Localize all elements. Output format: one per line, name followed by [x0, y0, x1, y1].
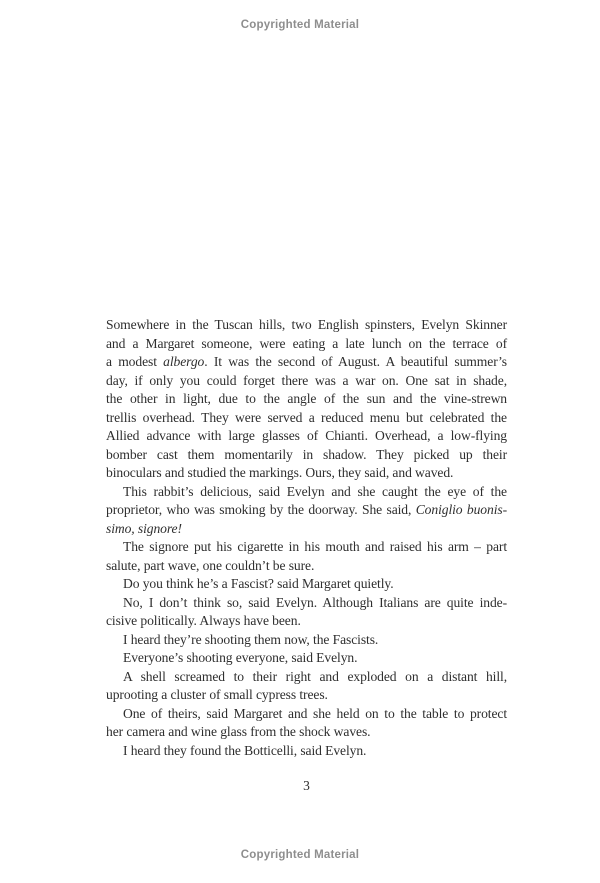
- text-line: [106, 686, 507, 705]
- text-run: A shell screamed to their right and exploded on a distant hill,: [123, 668, 507, 684]
- text-run: day, if only you could forget there was a war on. One sat in shade,: [106, 372, 507, 388]
- text-run: I heard they’re shooting them now, the Fascists.: [123, 631, 379, 647]
- text-run: bomber cast them momentarily in shadow. They picked up their: [106, 446, 507, 462]
- text-line: [106, 501, 507, 520]
- text-line: [106, 316, 507, 335]
- text-run: No, I don’t think so, said Evelyn. Although Italians are quite inde-: [123, 594, 507, 610]
- text-line: [106, 723, 507, 742]
- italic-text-run: Coniglio buonis-: [415, 502, 507, 517]
- text-line: [106, 372, 507, 391]
- text-run: Somewhere in the Tuscan hills, two English spinsters, Evelyn Skinner: [106, 317, 507, 332]
- text-run: This rabbit’s delicious, said Evelyn and she caught the eye of the: [123, 483, 507, 499]
- italic-text-run: simo, signore!: [106, 520, 182, 536]
- text-line: [106, 594, 507, 613]
- text-run: Do you think he’s a Fascist? said Margaret quietly.: [123, 576, 394, 591]
- text-line: [106, 353, 507, 372]
- text-line: [106, 575, 507, 594]
- text-line: [106, 335, 507, 354]
- text-run: trellis overhead. They were served a reduced menu but celebrated the: [106, 409, 507, 425]
- copyright-notice-bottom: Copyrighted Material: [240, 849, 360, 861]
- text-run: a modest: [106, 354, 164, 369]
- text-run: the other in light, due to the angle of the sun and the vine-strewn: [106, 391, 507, 406]
- text-run: Everyone’s shooting everyone, said Evelyn.: [123, 650, 358, 665]
- text-run: and a Margaret someone, were eating a late lunch on the terrace of: [106, 335, 507, 351]
- text-line: [106, 446, 507, 465]
- text-run: One of theirs, said Margaret and she held on to the table to protect: [123, 705, 507, 721]
- text-line: [106, 538, 507, 557]
- page-number: 3: [303, 778, 310, 793]
- text-run: salute, part wave, one couldn’t be sure.: [106, 557, 315, 573]
- text-column: [106, 316, 507, 760]
- text-line: [106, 742, 507, 761]
- text-line: [106, 631, 507, 650]
- text-run: binoculars and studied the markings. Ours, they said, and waved.: [106, 465, 454, 480]
- text-line: [106, 464, 507, 483]
- copyright-notice-top: Copyrighted Material: [240, 19, 360, 31]
- text-line: [106, 409, 507, 428]
- italic-text-run: albergo: [163, 354, 205, 369]
- text-run: The signore put his cigarette in his mouth and raised his arm – part: [123, 539, 507, 554]
- text-run: cisive politically. Always have been.: [106, 613, 301, 628]
- text-run: uprooting a cluster of small cypress trees.: [106, 687, 328, 702]
- text-run: I heard they found the Botticelli, said Evelyn.: [123, 742, 367, 758]
- text-run: proprietor, who was smoking by the doorway. She said,: [106, 502, 416, 517]
- text-line: [106, 649, 507, 668]
- text-line: [106, 483, 507, 502]
- text-run: her camera and wine glass from the shock waves.: [106, 724, 371, 739]
- text-line: [106, 557, 507, 576]
- text-line: [106, 427, 507, 446]
- text-line: [106, 612, 507, 631]
- text-line: [106, 705, 507, 724]
- text-line: [106, 390, 507, 409]
- text-line: [106, 668, 507, 687]
- text-run: Allied advance with large glasses of Chianti. Overhead, a low-flying: [106, 428, 507, 443]
- text-line: [106, 520, 507, 539]
- text-run: . It was the second of August. A beautiful summer’s: [204, 354, 507, 369]
